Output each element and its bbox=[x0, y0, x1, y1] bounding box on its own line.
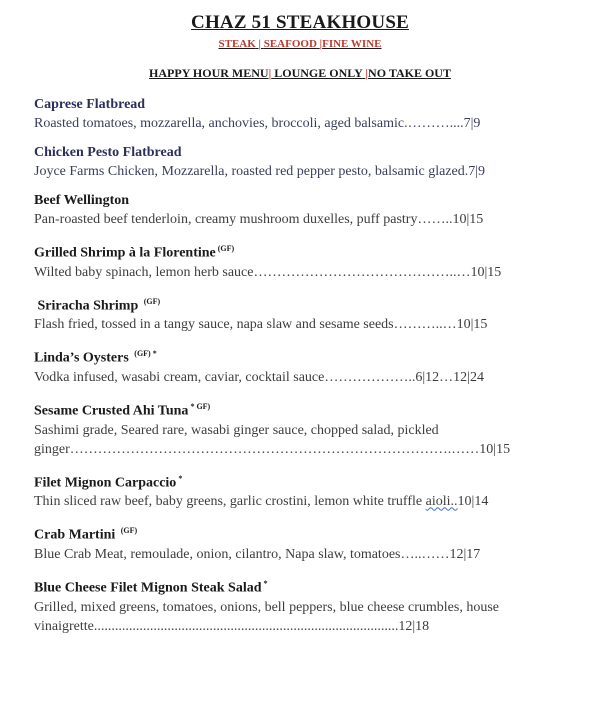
menu-items bbox=[34, 96, 574, 647]
item-description: Flash fried, tossed in a tangy sauce, napa slaw and sesame seeds………..…10|15 bbox=[34, 317, 488, 333]
notice-lounge-only: LOUNGE ONLY bbox=[274, 66, 363, 80]
menu-item bbox=[34, 96, 574, 133]
raw-and-gf-mark: * GF) bbox=[190, 401, 211, 411]
menu-item bbox=[34, 398, 574, 459]
gluten-free-mark: (GF) bbox=[217, 244, 235, 253]
item-name-line bbox=[34, 575, 574, 598]
menu-item bbox=[34, 240, 574, 282]
menu-item bbox=[34, 345, 574, 387]
item-name: Linda’s Oysters bbox=[34, 350, 129, 366]
item-description: Vodka infused, wasabi cream, caviar, cocktail sauce………………..6|12…12|24 bbox=[34, 369, 484, 385]
item-description: Wilted baby spinach, lemon herb sauce……………………………………..…10|15 bbox=[34, 264, 502, 280]
item-name: Blue Cheese Filet Mignon Steak Salad bbox=[34, 580, 262, 596]
item-name-line bbox=[34, 522, 574, 545]
raw-mark: * bbox=[263, 578, 268, 588]
tagline-steak: STEAK bbox=[218, 38, 256, 50]
spellcheck-underline-word: aioli.. bbox=[425, 494, 458, 510]
gluten-free-mark: (GF) bbox=[120, 526, 138, 536]
item-name: Filet Mignon Carpaccio bbox=[34, 475, 177, 491]
item-description: Pan-roasted beef tenderloin, creamy mushroom duxelles, puff pastry……..10|15 bbox=[34, 212, 484, 227]
raw-mark: * bbox=[178, 473, 183, 483]
tagline-separator: | bbox=[319, 38, 323, 50]
menu-item bbox=[34, 522, 574, 564]
item-description: Joyce Farms Chicken, Mozzarella, roasted red pepper pesto, balsamic glazed.7|9 bbox=[34, 164, 486, 179]
notice-no-take-out: NO TAKE OUT bbox=[368, 66, 451, 80]
item-description bbox=[34, 492, 574, 511]
item-name: Grilled Shrimp à la Florentine bbox=[34, 245, 216, 261]
menu-item bbox=[34, 575, 574, 636]
item-description: Grilled, mixed greens, tomatoes, onions, bell peppers, blue cheese crumbles, house vinaigrette.......................................................................................12|18 bbox=[34, 599, 499, 634]
notice-separator: | bbox=[365, 66, 369, 80]
item-name-line bbox=[34, 398, 574, 421]
tagline-seafood: SEAFOOD bbox=[263, 38, 317, 50]
restaurant-title: CHAZ 51 STEAKHOUSE bbox=[191, 12, 409, 33]
item-price: 10|14 bbox=[457, 494, 489, 510]
item-description: Roasted tomatoes, mozzarella, anchovies, broccoli, aged balsamic.………....7|9 bbox=[34, 116, 481, 131]
menu-item bbox=[34, 470, 574, 512]
menu-item bbox=[34, 144, 574, 181]
item-name: Sriracha Shrimp bbox=[37, 298, 139, 314]
item-name: Crab Martini bbox=[34, 527, 116, 543]
item-name: Sesame Crusted Ahi Tuna bbox=[34, 403, 189, 419]
item-description-main: Thin sliced raw beef, baby greens, garlic crostini, lemon white truffle bbox=[34, 494, 426, 510]
gluten-free-mark: (GF) bbox=[143, 296, 161, 306]
item-name: Chicken Pesto Flatbread bbox=[34, 145, 182, 160]
item-name-line bbox=[34, 240, 574, 263]
item-name: Beef Wellington bbox=[34, 193, 130, 208]
item-name: Caprese Flatbread bbox=[34, 97, 146, 112]
notice-separator: | bbox=[268, 66, 272, 80]
tagline-fine-wine: FINE WINE bbox=[322, 38, 382, 50]
menu-item bbox=[34, 293, 574, 335]
menu-notice bbox=[0, 66, 600, 81]
tagline-separator: | bbox=[258, 38, 261, 50]
item-description: Sashimi grade, Seared rare, wasabi ginger sauce, chopped salad, pickled ginger……………………………………………………………………….……10|15 bbox=[34, 422, 511, 457]
menu-item bbox=[34, 192, 574, 229]
item-name-line bbox=[34, 293, 574, 316]
restaurant-tagline bbox=[0, 38, 600, 50]
item-description: Blue Crab Meat, remoulade, onion, cilantro, Napa slaw, tomatoes…..……12|17 bbox=[34, 546, 481, 562]
item-name-line bbox=[34, 345, 574, 368]
gluten-free-mark: (GF) * bbox=[134, 349, 157, 359]
notice-happy-hour: HAPPY HOUR MENU bbox=[149, 66, 269, 80]
item-name-line bbox=[34, 470, 574, 493]
